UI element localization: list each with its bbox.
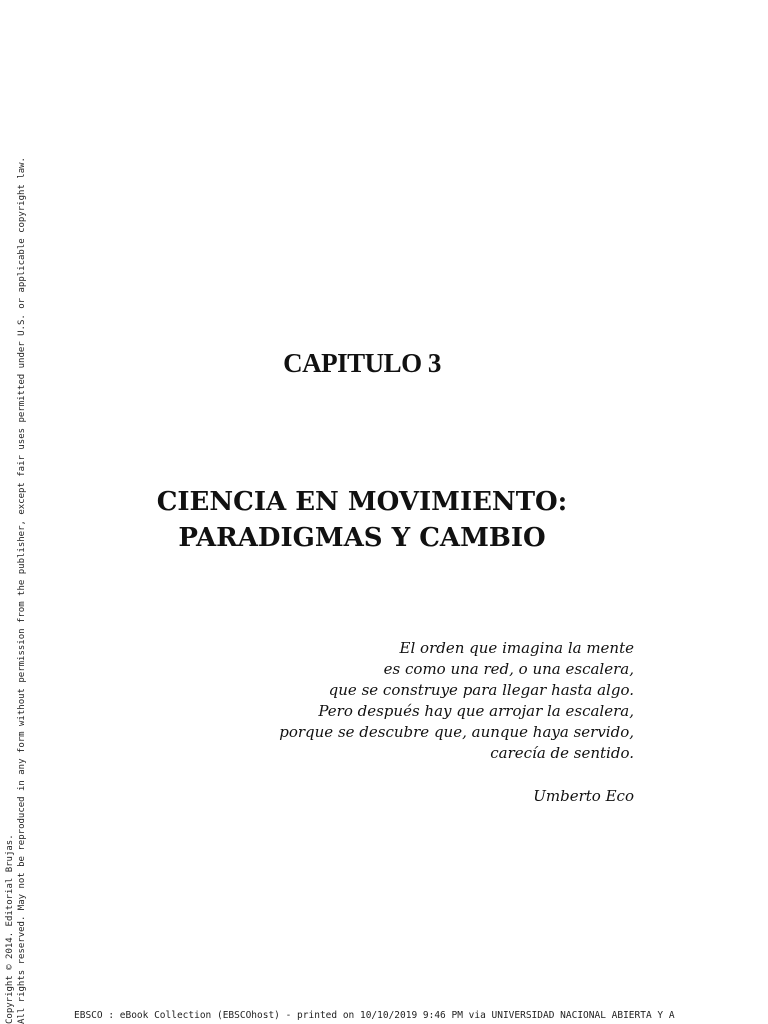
epigraph-line: Pero después hay que arrojar la escalera, [318, 702, 634, 720]
epigraph-author: Umberto Eco [533, 787, 634, 805]
side-copyright-notice [4, 144, 28, 1024]
chapter-title-line-1: CIENCIA EN MOVIMIENTO: [156, 487, 568, 517]
epigraph-line: El orden que imagina la mente [399, 639, 634, 657]
copyright-line: Copyright © 2014. Editorial Brujas. [5, 834, 15, 1024]
epigraph-line: carecía de sentido. [490, 744, 634, 762]
chapter-title-line-2: PARADIGMAS Y CAMBIO [178, 523, 546, 553]
print-footer: EBSCO : eBook Collection (EBSCOhost) - printed on 10/10/2019 9:46 PM via UNIVERSIDAD NACIONAL ABIERTA Y A [74, 1010, 675, 1021]
rights-line: All rights reserved. May not be reproduced in any form without permission from the publisher, except fair uses permitted under U.S. or applicable copyright law. [17, 157, 27, 1024]
epigraph [174, 638, 634, 764]
epigraph-line: que se construye para llegar hasta algo. [328, 681, 634, 699]
epigraph-line: porque se descubre que, aunque haya servido, [279, 723, 634, 741]
chapter-label: CAPITULO 3 [283, 348, 441, 378]
chapter-title [0, 484, 724, 556]
epigraph-line: es como una red, o una escalera, [383, 660, 634, 678]
